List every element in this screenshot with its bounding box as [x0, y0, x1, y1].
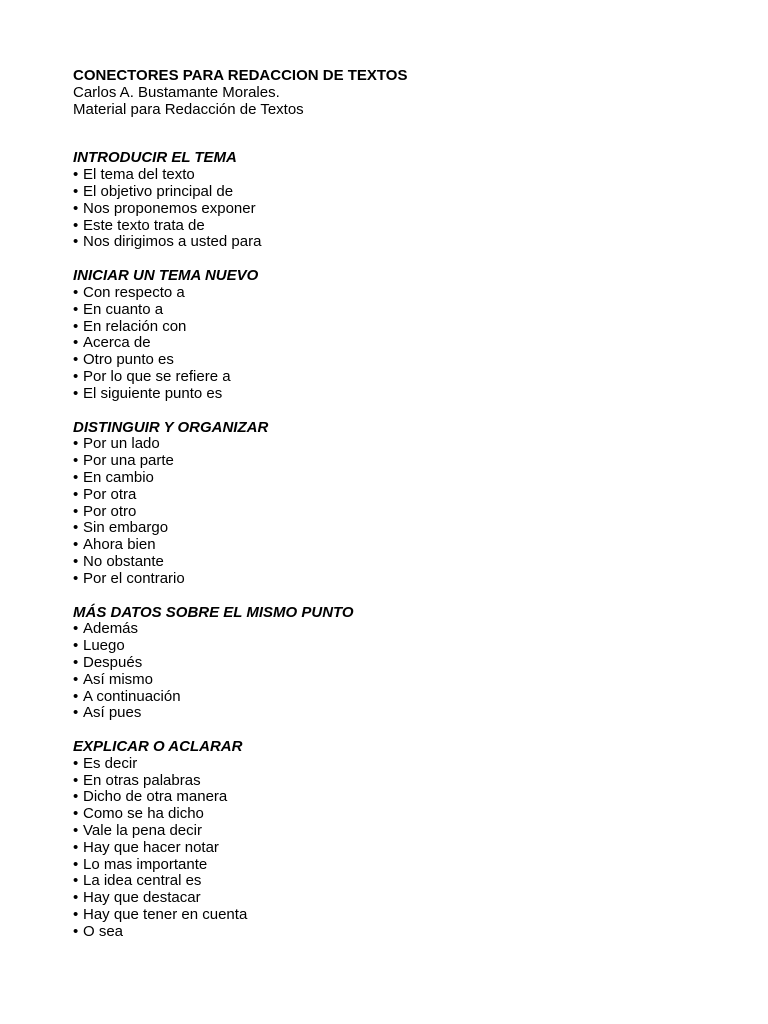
- connector-text: Por el contrario: [83, 569, 185, 587]
- connector-list: [73, 167, 713, 251]
- section-heading: DISTINGUIR Y ORGANIZAR: [73, 418, 269, 436]
- connector-text: Así pues: [83, 704, 142, 722]
- connector-text: Después: [83, 653, 143, 671]
- connector-text: Hay que hacer notar: [83, 838, 219, 856]
- bullet-icon: •: [73, 351, 79, 369]
- connector-text: En cambio: [83, 468, 154, 486]
- section-heading: INTRODUCIR EL TEMA: [73, 149, 237, 167]
- connector-item: [73, 218, 713, 235]
- bullet-icon: •: [73, 855, 79, 873]
- bullet-icon: •: [73, 283, 79, 301]
- connector-text: Como se ha dicho: [83, 805, 204, 823]
- connector-item: [73, 890, 713, 907]
- bullet-icon: •: [73, 468, 79, 486]
- connector-item: [73, 773, 713, 790]
- connector-item: [73, 756, 713, 773]
- connector-item: [73, 924, 713, 941]
- bullet-icon: •: [73, 653, 79, 671]
- connector-item: [73, 352, 713, 369]
- connector-item: [73, 487, 713, 504]
- connector-item: [73, 873, 713, 890]
- document-page: [73, 68, 713, 958]
- connector-text: Hay que destacar: [83, 889, 201, 907]
- connector-item: [73, 453, 713, 470]
- connector-text: En cuanto a: [83, 300, 164, 318]
- connector-text: El objetivo principal de: [83, 182, 234, 200]
- connector-item: [73, 470, 713, 487]
- connector-text: Ahora bien: [83, 536, 156, 554]
- connector-text: Por lo que se refiere a: [83, 367, 231, 385]
- bullet-icon: •: [73, 536, 79, 554]
- connector-item: [73, 184, 713, 201]
- connector-item: [73, 806, 713, 823]
- section-heading: EXPLICAR O ACLARAR: [73, 738, 243, 756]
- connector-item: [73, 823, 713, 840]
- bullet-icon: •: [73, 788, 79, 806]
- bullet-icon: •: [73, 569, 79, 587]
- connector-text: Nos dirigimos a usted para: [83, 233, 262, 251]
- bullet-icon: •: [73, 300, 79, 318]
- connector-item: [73, 655, 713, 672]
- connector-text: Por otra: [83, 485, 137, 503]
- connector-text: El siguiente punto es: [83, 384, 223, 402]
- connector-item: [73, 705, 713, 722]
- connector-text: Acerca de: [83, 334, 151, 352]
- connector-item: [73, 554, 713, 571]
- bullet-icon: •: [73, 435, 79, 453]
- section: [73, 420, 713, 588]
- connector-text: Además: [83, 620, 139, 638]
- bullet-icon: •: [73, 754, 79, 772]
- connector-item: [73, 672, 713, 689]
- section-heading: MÁS DATOS SOBRE EL MISMO PUNTO: [73, 603, 354, 621]
- section: [73, 268, 713, 402]
- bullet-icon: •: [73, 906, 79, 924]
- bullet-icon: •: [73, 670, 79, 688]
- connector-item: [73, 571, 713, 588]
- connector-item: [73, 857, 713, 874]
- connector-item: [73, 537, 713, 554]
- bullet-icon: •: [73, 384, 79, 402]
- bullet-icon: •: [73, 637, 79, 655]
- connector-item: [73, 319, 713, 336]
- connector-text: No obstante: [83, 552, 164, 570]
- bullet-icon: •: [73, 199, 79, 217]
- connector-text: Sin embargo: [83, 519, 169, 537]
- connector-item: [73, 234, 713, 251]
- connector-text: Nos proponemos exponer: [83, 199, 256, 217]
- bullet-icon: •: [73, 233, 79, 251]
- connector-item: [73, 335, 713, 352]
- connector-text: Dicho de otra manera: [83, 788, 228, 806]
- connector-text: Así mismo: [83, 670, 154, 688]
- connector-item: [73, 520, 713, 537]
- connector-list: [73, 621, 713, 722]
- document-header: [73, 68, 713, 118]
- connector-list: [73, 756, 713, 941]
- connector-text: Luego: [83, 637, 125, 655]
- bullet-icon: •: [73, 922, 79, 940]
- connector-item: [73, 201, 713, 218]
- bullet-icon: •: [73, 552, 79, 570]
- connector-item: [73, 436, 713, 453]
- connector-item: [73, 789, 713, 806]
- bullet-icon: •: [73, 687, 79, 705]
- connector-item: [73, 621, 713, 638]
- sections-list: [73, 150, 713, 940]
- bullet-icon: •: [73, 452, 79, 470]
- connector-item: [73, 504, 713, 521]
- connector-text: Por una parte: [83, 452, 174, 470]
- bullet-icon: •: [73, 620, 79, 638]
- connector-text: La idea central es: [83, 872, 202, 890]
- connector-item: [73, 302, 713, 319]
- connector-item: [73, 689, 713, 706]
- bullet-icon: •: [73, 334, 79, 352]
- bullet-icon: •: [73, 216, 79, 234]
- bullet-icon: •: [73, 166, 79, 184]
- section: [73, 150, 713, 251]
- bullet-icon: •: [73, 805, 79, 823]
- connector-text: En otras palabras: [83, 771, 201, 789]
- connector-text: El tema del texto: [83, 166, 195, 184]
- bullet-icon: •: [73, 317, 79, 335]
- connector-text: Por un lado: [83, 435, 160, 453]
- connector-text: Es decir: [83, 754, 138, 772]
- bullet-icon: •: [73, 889, 79, 907]
- bullet-icon: •: [73, 822, 79, 840]
- connector-item: [73, 167, 713, 184]
- bullet-icon: •: [73, 502, 79, 520]
- connector-text: Con respecto a: [83, 283, 185, 301]
- connector-text: Otro punto es: [83, 351, 174, 369]
- connector-item: [73, 386, 713, 403]
- bullet-icon: •: [73, 704, 79, 722]
- connector-item: [73, 369, 713, 386]
- connector-item: [73, 285, 713, 302]
- connector-text: Por otro: [83, 502, 137, 520]
- connector-item: [73, 840, 713, 857]
- bullet-icon: •: [73, 182, 79, 200]
- connector-text: Hay que tener en cuenta: [83, 906, 248, 924]
- connector-item: [73, 638, 713, 655]
- section: [73, 739, 713, 941]
- bullet-icon: •: [73, 485, 79, 503]
- section-heading: INICIAR UN TEMA NUEVO: [73, 267, 259, 285]
- connector-item: [73, 907, 713, 924]
- connector-text: Lo mas importante: [83, 855, 208, 873]
- document-subtitle: Material para Redacción de Textos: [73, 100, 304, 118]
- connector-text: Vale la pena decir: [83, 822, 202, 840]
- connector-list: [73, 285, 713, 403]
- connector-text: A continuación: [83, 687, 181, 705]
- bullet-icon: •: [73, 519, 79, 537]
- bullet-icon: •: [73, 838, 79, 856]
- connector-text: O sea: [83, 922, 124, 940]
- section: [73, 605, 713, 723]
- connector-list: [73, 436, 713, 587]
- bullet-icon: •: [73, 367, 79, 385]
- document-title: CONECTORES PARA REDACCION DE TEXTOS: [73, 67, 408, 84]
- bullet-icon: •: [73, 771, 79, 789]
- connector-text: Este texto trata de: [83, 216, 205, 234]
- bullet-icon: •: [73, 872, 79, 890]
- connector-text: En relación con: [83, 317, 187, 335]
- document-author: Carlos A. Bustamante Morales.: [73, 83, 280, 101]
